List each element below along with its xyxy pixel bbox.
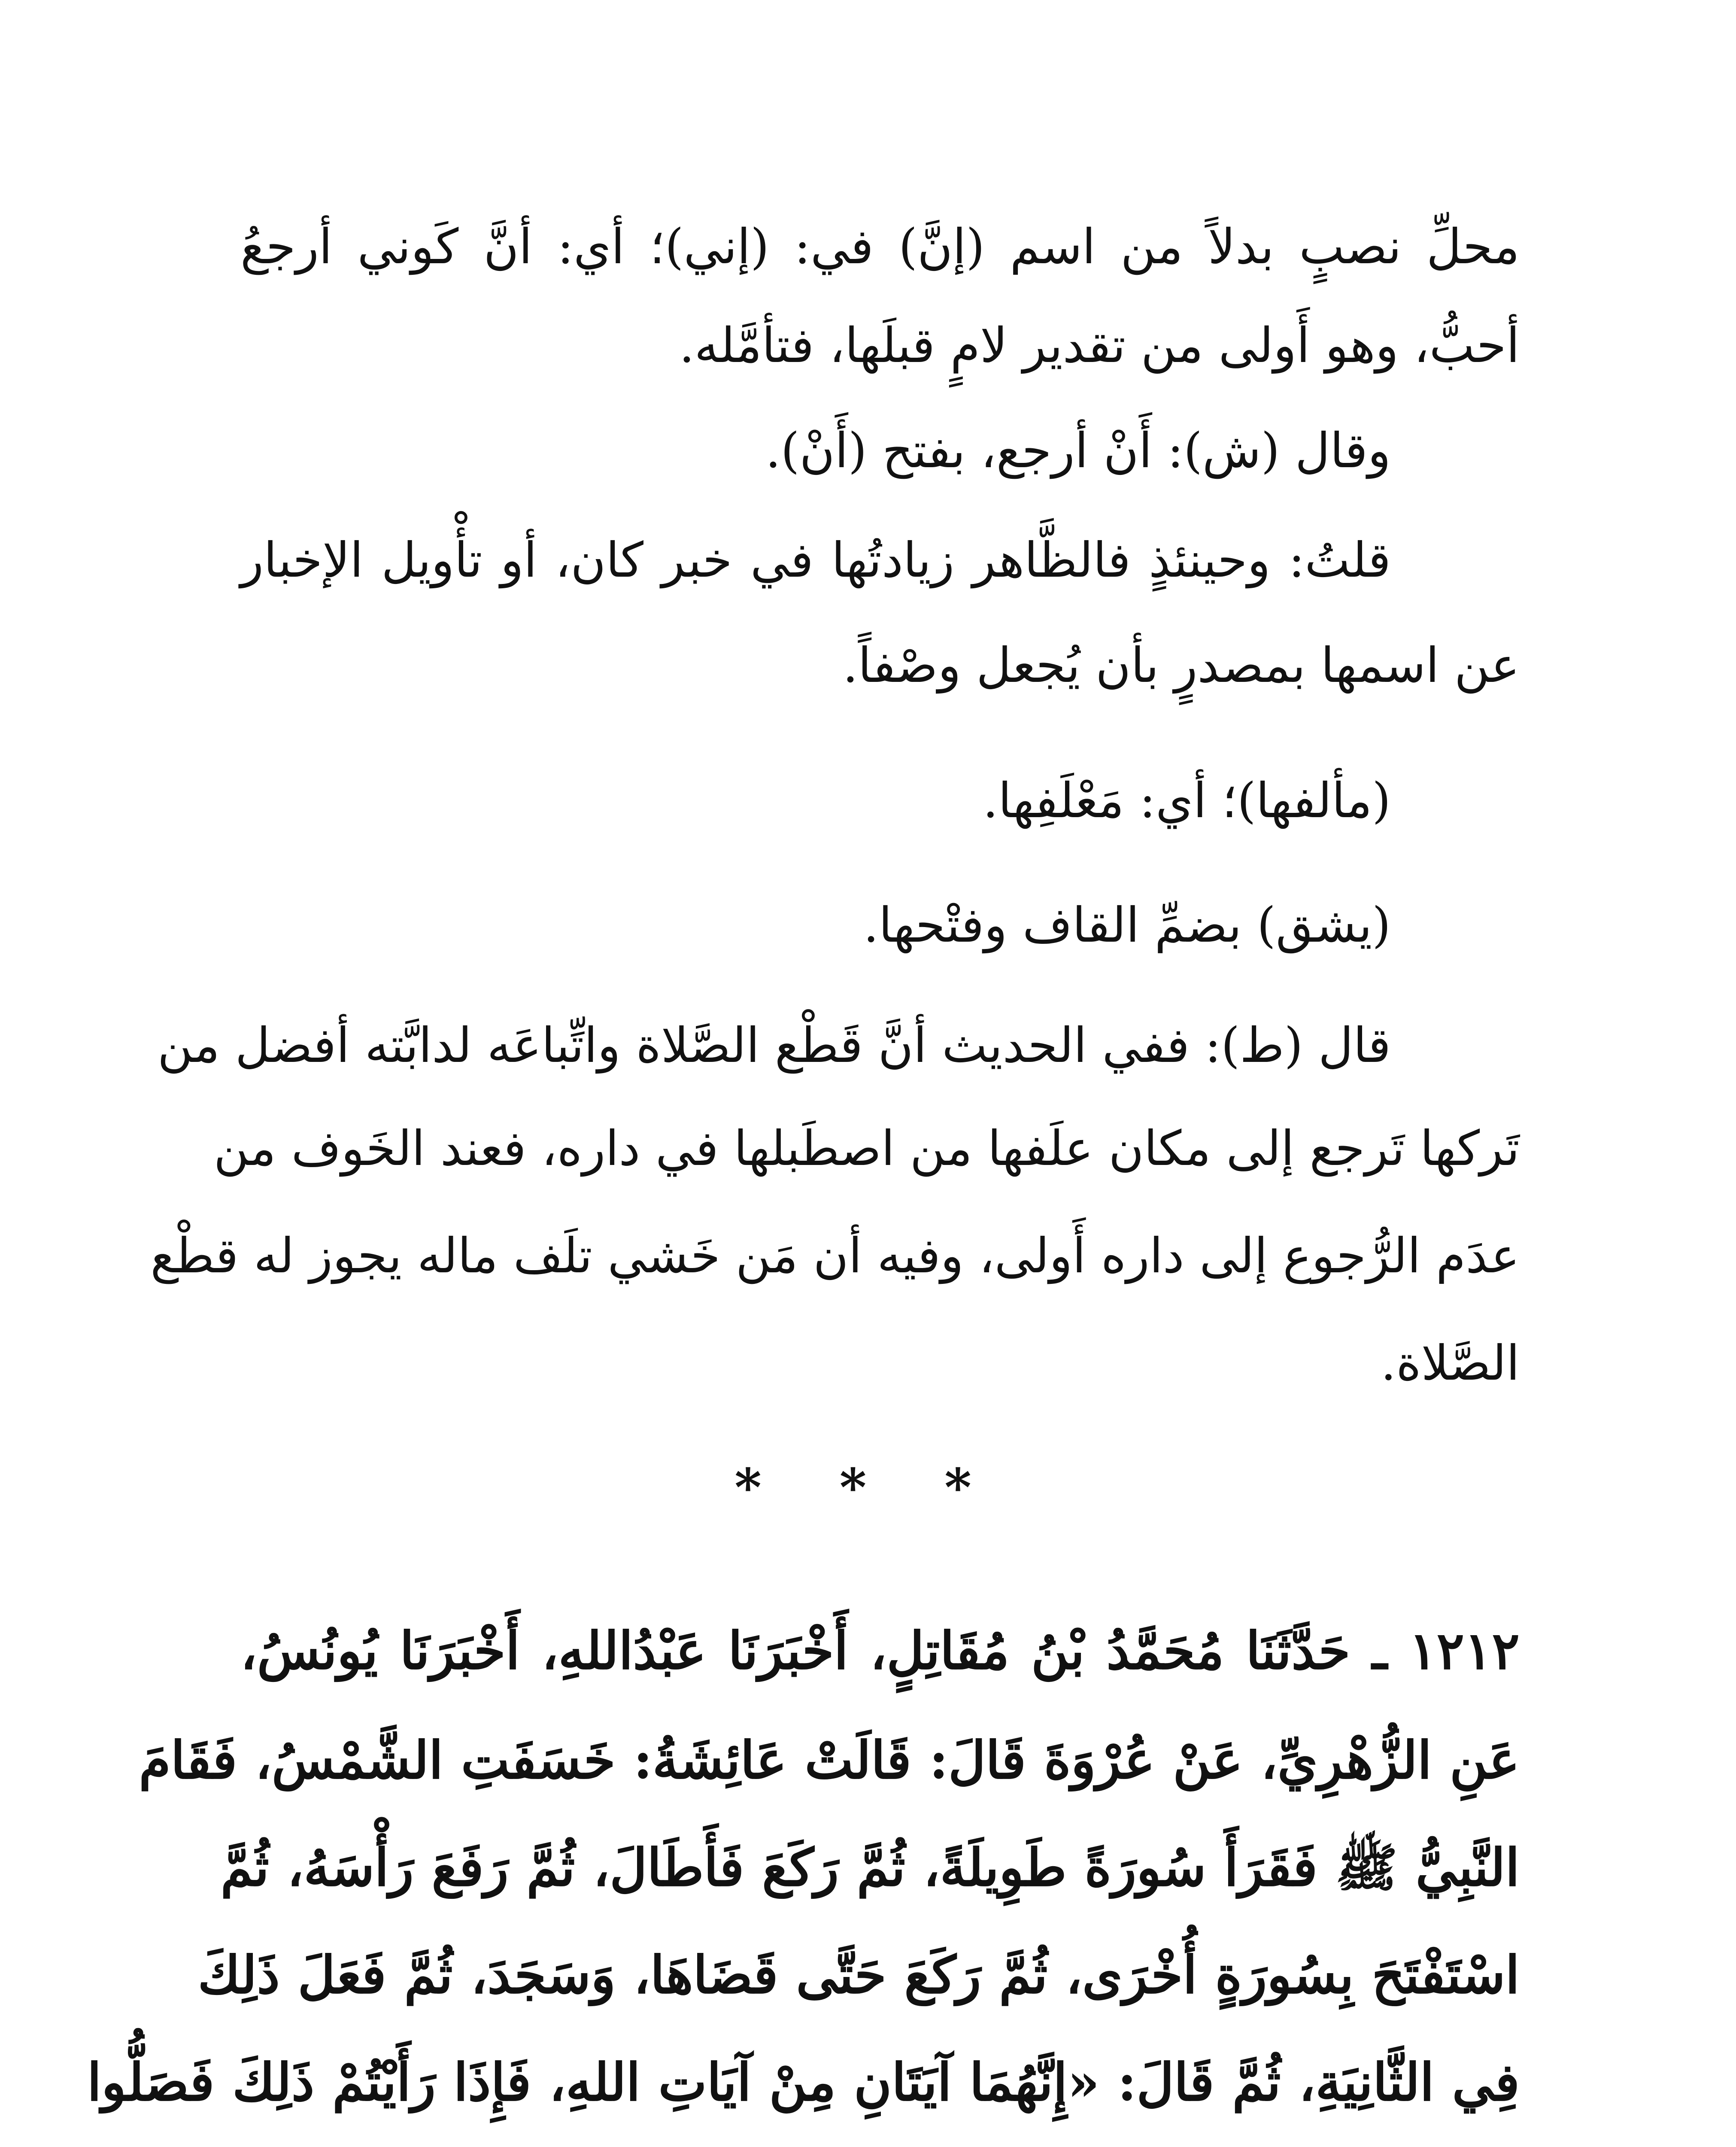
commentary-line: وقال (ش): أَنْ أرجع، بفتح (أَنْ). bbox=[765, 423, 1391, 479]
hadith-line: اسْتَفْتَحَ بِسُورَةٍ أُخْرَى، ثُمَّ رَكَعَ حَتَّى قَضَاهَا، وَسَجَدَ، ثُمَّ فَعَلَ ذَلِكَ bbox=[197, 1945, 1520, 2005]
commentary-line: (يشق) بضمِّ القاف وفتْحها. bbox=[863, 897, 1391, 953]
hadith-line: عَنِ الزُّهْرِيِّ، عَنْ عُرْوَةَ قَالَ: قَالَتْ عَائِشَةُ: خَسَفَتِ الشَّمْسُ، فَقَامَ bbox=[139, 1730, 1520, 1791]
commentary-line: قال (ط): ففي الحديث أنَّ قَطْع الصَّلاة واتِّباعَه لدابَّته أفضل من bbox=[157, 1018, 1391, 1074]
hadith-line: ١٢١٢ ـ حَدَّثَنَا مُحَمَّدُ بْنُ مُقَاتِلٍ، أَخْبَرَنَا عَبْدُاللهِ، أَخْبَرَنَا يُونُسُ، bbox=[240, 1621, 1520, 1681]
commentary-line: تَركها تَرجع إلى مكان علَفها من اصطَبلها في داره، فعند الخَوف من bbox=[213, 1121, 1520, 1177]
commentary-line: (مألفها)؛ أي: مَعْلَفِها. bbox=[983, 773, 1391, 829]
section-separator: * * * bbox=[734, 1457, 1002, 1518]
commentary-line: أحبُّ، وهو أَولى من تقدير لامٍ قبلَها، فتأمَّله. bbox=[679, 318, 1520, 374]
commentary-line: الصَّلاة. bbox=[1381, 1335, 1520, 1391]
hadith-line: النَّبِيُّ ﷺ فَقَرَأَ سُورَةً طَوِيلَةً، ثُمَّ رَكَعَ فَأَطَالَ، ثُمَّ رَفَعَ رَأْسَهُ، ثُمَّ bbox=[220, 1837, 1520, 1898]
commentary-line: عدَم الرُّجوع إلى داره أَولى، وفيه أن مَن خَشي تلَف ماله يجوز له قطْع bbox=[150, 1228, 1520, 1284]
commentary-line: محلِّ نصبٍ بدلاً من اسم (إنَّ) في: (إني)؛ أي: أنَّ كَوني أرجعُ bbox=[240, 219, 1520, 275]
commentary-line: قلتُ: وحينئذٍ فالظَّاهر زيادتُها في خبر كان، أو تأْويل الإخبار bbox=[240, 532, 1391, 588]
commentary-line: عن اسمها بمصدرٍ بأن يُجعل وصْفاً. bbox=[843, 638, 1520, 693]
hadith-line: فِي الثَّانِيَةِ، ثُمَّ قَالَ: «إِنَّهُمَا آيَتَانِ مِنْ آيَاتِ اللهِ، فَإِذَا رَأَيْتُمْ ذَلِكَ فَصَلُّوا bbox=[87, 2052, 1520, 2113]
